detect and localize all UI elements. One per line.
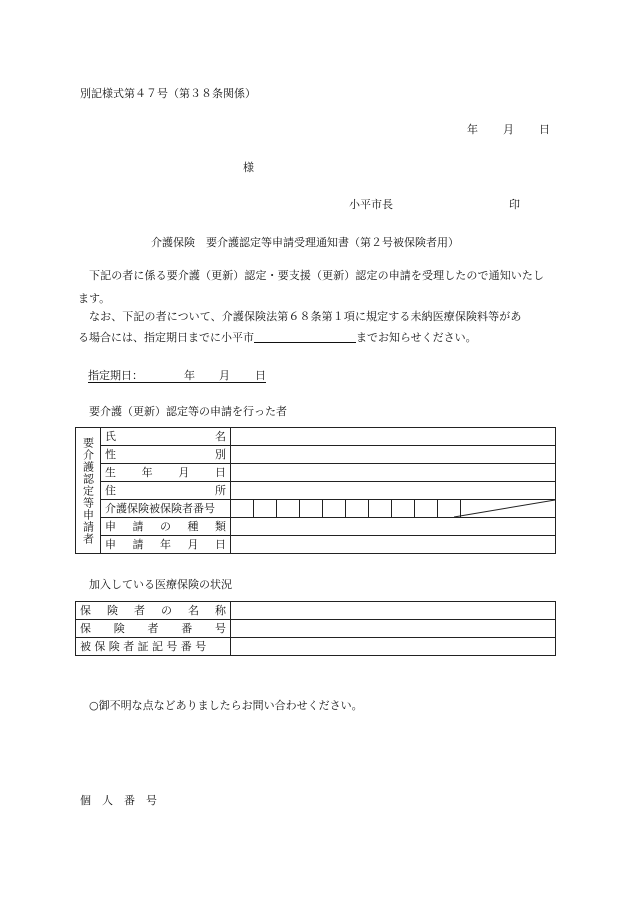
paragraph2-prefix: る場合には、指定期日までに小平市 bbox=[78, 331, 254, 344]
insurer-number-field[interactable] bbox=[231, 620, 556, 638]
addressee-suffix: 様 bbox=[243, 161, 254, 174]
applicant-side-label: 要介護認定等申請者 bbox=[76, 428, 101, 554]
address-field[interactable] bbox=[231, 482, 556, 500]
paragraph2-line1: なお、下記の者について、介護保険法第６８条第１項に規定する未納医療保険料等があ bbox=[89, 310, 522, 323]
insured-number-field[interactable] bbox=[231, 500, 556, 518]
name-field[interactable] bbox=[231, 428, 556, 446]
insurer-name-label: 保 険 者 の 名 称 bbox=[76, 602, 231, 620]
date-year: 年 bbox=[467, 123, 478, 136]
address-label: 住 所 bbox=[101, 482, 231, 500]
issuer-name: 小平市長 bbox=[349, 198, 393, 211]
applicant-section-label: 要介護（更新）認定等の申請を行った者 bbox=[89, 405, 287, 418]
deadline-year: 年 bbox=[184, 369, 195, 382]
insured-number-diagonal bbox=[454, 500, 555, 518]
applicant-table bbox=[75, 427, 556, 554]
insurance-table bbox=[75, 601, 556, 656]
gender-field[interactable] bbox=[231, 446, 556, 464]
paragraph1-line1: 下記の者に係る要介護（更新）認定・要支援（更新）認定の申請を受理したので通知いたし bbox=[89, 269, 545, 282]
gender-label: 性 別 bbox=[101, 446, 231, 464]
deadline-line bbox=[88, 370, 266, 383]
deadline-day: 日 bbox=[255, 369, 266, 382]
application-type-label: 申 請 の 種 類 bbox=[101, 518, 231, 536]
inquiry-note: ○御不明な点などありましたらお問い合わせください。 bbox=[89, 699, 363, 712]
personal-number-label: 個 人 番 号 bbox=[80, 794, 157, 807]
birthdate-label: 生 年 月 日 bbox=[101, 464, 231, 482]
document-title: 介護保険 要介護認定等申請受理通知書（第２号被保険者用） bbox=[151, 236, 459, 249]
application-date-label: 申 請 年 月 日 bbox=[101, 536, 231, 554]
name-label: 氏 名 bbox=[101, 428, 231, 446]
date-month: 月 bbox=[503, 123, 514, 136]
card-number-label: 被保険者証記号番号 bbox=[76, 638, 231, 656]
contact-blank-line bbox=[254, 331, 356, 343]
insurance-section-label: 加入している医療保険の状況 bbox=[89, 578, 232, 591]
paragraph1-line2: ます。 bbox=[78, 292, 111, 305]
deadline-label: 指定期日： bbox=[88, 369, 143, 382]
card-number-field[interactable] bbox=[231, 638, 556, 656]
insurer-number-label: 保 険 者 番 号 bbox=[76, 620, 231, 638]
application-date-field[interactable] bbox=[231, 536, 556, 554]
paragraph2-line2 bbox=[78, 331, 477, 343]
insurer-name-field[interactable] bbox=[231, 602, 556, 620]
deadline-month: 月 bbox=[219, 369, 230, 382]
seal-mark: 印 bbox=[509, 198, 520, 211]
date-day: 日 bbox=[539, 123, 550, 136]
insured-number-label: 介護保険被保険者番号 bbox=[101, 500, 231, 518]
application-type-field[interactable] bbox=[231, 518, 556, 536]
birthdate-field[interactable] bbox=[231, 464, 556, 482]
paragraph2-suffix: までお知らせください。 bbox=[356, 331, 477, 344]
form-number: 別記様式第４７号（第３８条関係） bbox=[80, 87, 256, 100]
